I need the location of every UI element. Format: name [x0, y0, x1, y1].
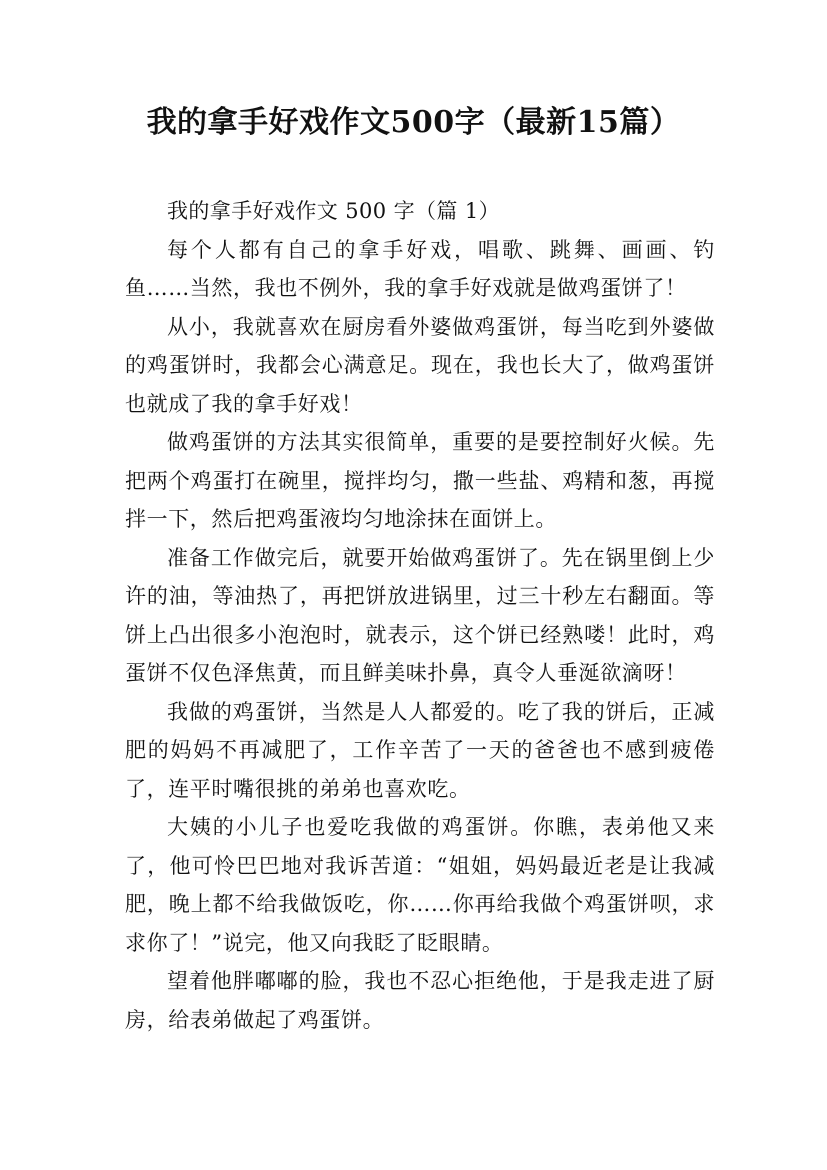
- document-body: [125, 192, 715, 1039]
- paragraph-4: 准备工作做完后，就要开始做鸡蛋饼了。先在锅里倒上少许的油，等油热了，再把饼放进锅里，过三十秒左右翻面。等饼上凸出很多小泡泡时，就表示，这个饼已经熟喽！此时，鸡蛋饼不仅色泽焦黄，而且鲜美味扑鼻，真令人垂涎欲滴呀！: [125, 545, 715, 685]
- paragraph-3: 做鸡蛋饼的方法其实很简单，重要的是要控制好火候。先把两个鸡蛋打在碗里，搅拌均匀，撒一些盐、鸡精和葱，再搅拌一下，然后把鸡蛋液均匀地涂抹在面饼上。: [125, 430, 715, 531]
- paragraph-7: 望着他胖嘟嘟的脸，我也不忍心拒绝他，于是我走进了厨房，给表弟做起了鸡蛋饼。: [125, 969, 715, 1032]
- paragraph-6: 大姨的小儿子也爱吃我做的鸡蛋饼。你瞧，表弟他又来了，他可怜巴巴地对我诉苦道：“姐姐，妈妈最近老是让我减肥，晚上都不给我做饭吃，你……你再给我做个鸡蛋饼呗，求求你了！”说完，他又向我眨了眨眼睛。: [125, 815, 715, 955]
- section-heading: 我的拿手好戏作文 500 字（篇 1）: [167, 199, 501, 223]
- paragraph-2: 从小，我就喜欢在厨房看外婆做鸡蛋饼，每当吃到外婆做的鸡蛋饼时，我都会心满意足。现在，我也长大了，做鸡蛋饼也就成了我的拿手好戏！: [125, 314, 715, 416]
- document-title: 我的拿手好戏作文500字（最新15篇）: [146, 105, 681, 140]
- paragraph-1: 每个人都有自己的拿手好戏，唱歌、跳舞、画画、钓鱼……当然，我也不例外，我的拿手好戏就是做鸡蛋饼了！: [125, 237, 715, 300]
- paragraph-5: 我做的鸡蛋饼，当然是人人都爱的。吃了我的饼后，正减肥的妈妈不再减肥了，工作辛苦了一天的爸爸也不感到疲倦了，连平时嘴很挑的弟弟也喜欢吃。: [125, 699, 715, 801]
